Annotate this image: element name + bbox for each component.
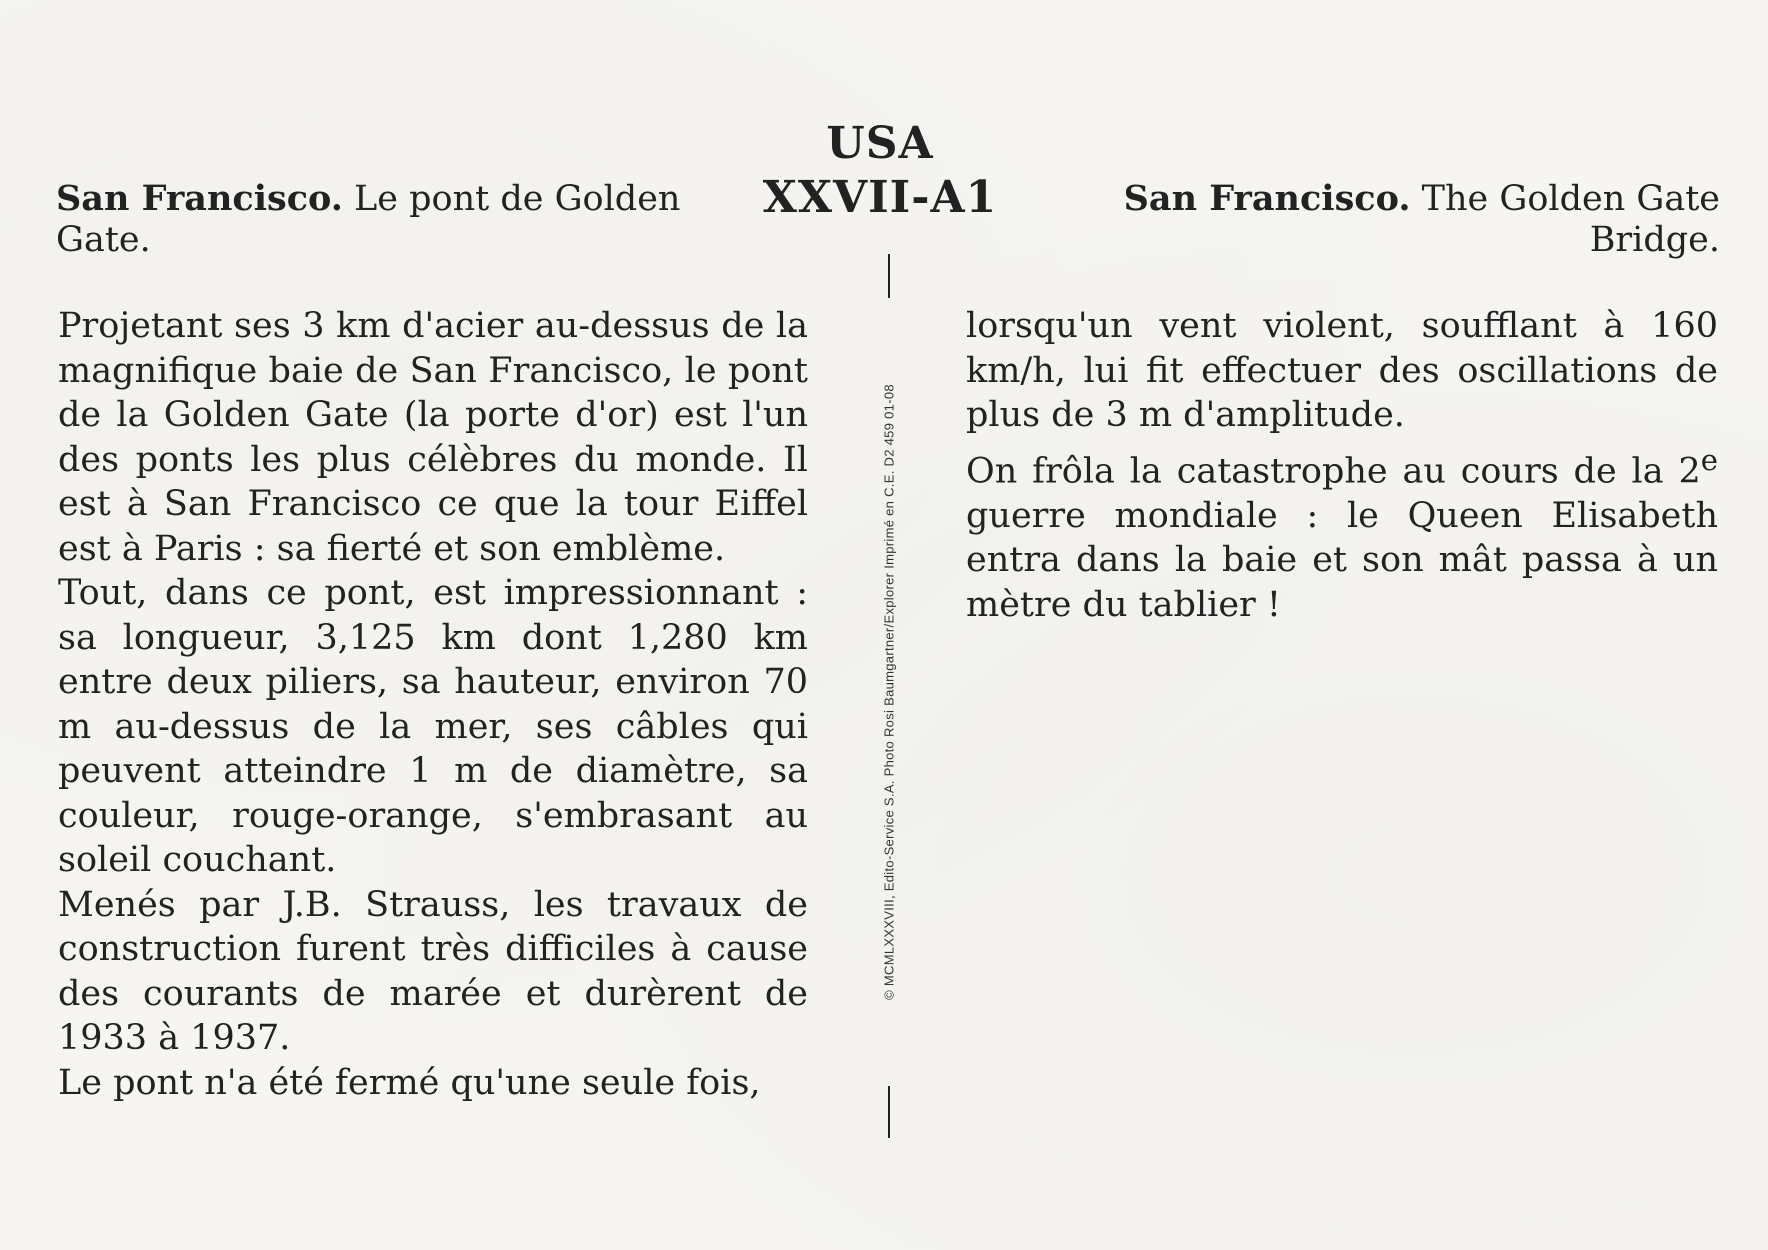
series-code: XXVII-A1	[762, 172, 998, 223]
paragraph-5-start: On frôla la catastrophe au cours de la 2	[966, 451, 1701, 492]
paragraph-3: Menés par J.B. Strauss, les travaux de construction furent très difficiles à cause des courants de marée et durèrent de 1933 à 1937.	[58, 884, 808, 1058]
caption-english-place: San Francisco.	[1123, 178, 1411, 219]
paragraph-2: Tout, dans ce pont, est impressionnant : sa longueur, 3,125 km dont 1,280 km entre deux piliers, sa hauteur, environ 70 m au-dessus de la mer, ses câbles qui peuvent atteindre 1 m de diamètre, sa couleur, rouge-orange, s'embrasant au soleil couchant.	[58, 573, 808, 880]
paragraph-1: Projetant ses 3 km d'acier au-dessus de la magnifique baie de San Francisco, le pont de la Golden Gate (la porte d'or) est l'un des ponts les plus célèbres du monde. Il est à San Francisco ce que la tour Eiffel est à Paris : sa fierté et son emblème.	[58, 306, 808, 569]
paragraph-4-start: Le pont n'a été fermé qu'une seule fois,	[58, 1062, 761, 1103]
caption-french-place: San Francisco.	[56, 178, 343, 219]
center-divider-top	[888, 254, 890, 298]
paragraph-5	[966, 438, 1718, 628]
caption-french	[56, 178, 736, 261]
caption-english-title: The Golden Gate Bridge.	[1410, 179, 1720, 260]
series-country: USA	[826, 118, 934, 169]
caption-english	[1040, 178, 1720, 261]
caption-french-title: Le pont de Golden Gate.	[56, 179, 681, 260]
ordinal-superscript: e	[1700, 442, 1718, 477]
paragraph-4-end: lorsqu'un vent violent, soufflant à 160 km/h, lui fit effectuer des oscillations de plus de 3 m d'amplitude.	[966, 306, 1718, 435]
center-divider-bottom	[888, 1086, 890, 1138]
text-column-right	[966, 304, 1718, 627]
imprint-line: © MCMLXXXVIII, Edito-Service S.A. Photo Rosi Baumgartner/Explorer Imprimé en C.E. D2 459 01-08	[881, 384, 897, 1000]
text-column-left	[58, 304, 808, 1105]
paragraph-5-end: guerre mondiale : le Queen Elisabeth entra dans la baie et son mât passa à un mètre du tablier !	[966, 495, 1718, 625]
